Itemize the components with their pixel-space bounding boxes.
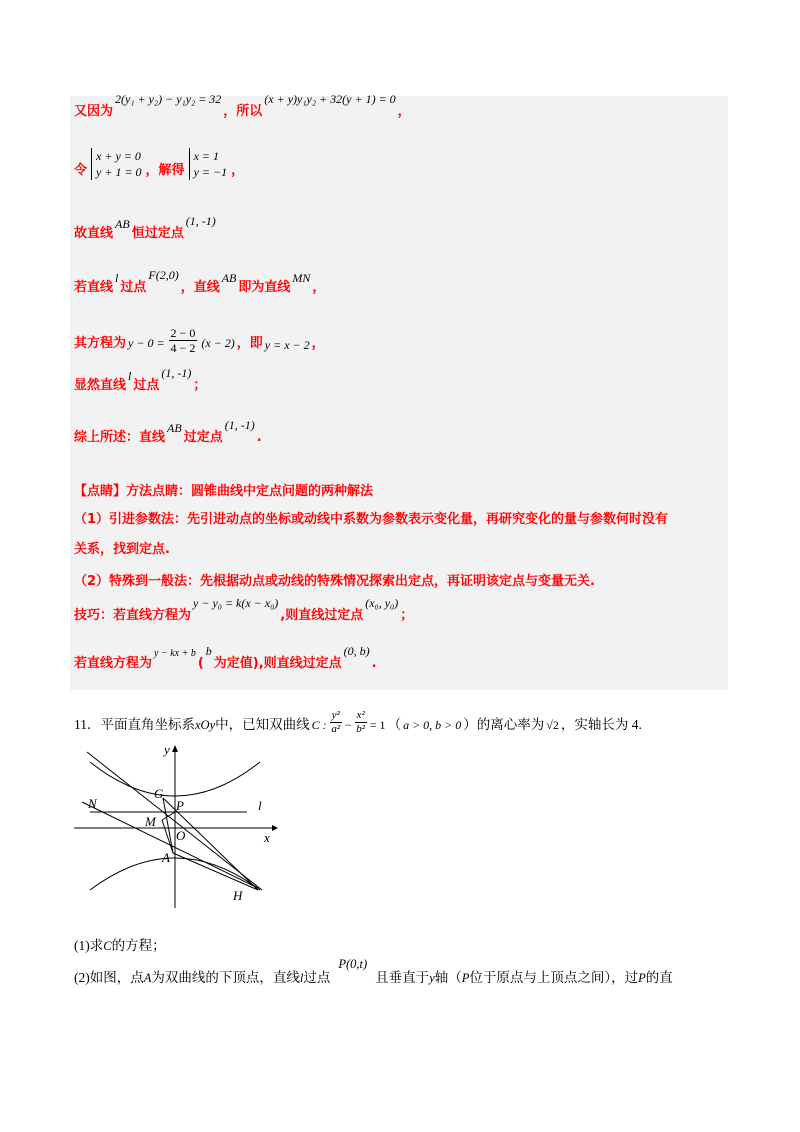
operator: = 1 [369,718,386,732]
math-expression: AB [115,217,130,231]
text: 平面直角坐标系 [100,717,195,732]
math-expression: y − 0 = [128,336,165,350]
math-expression: P(0,t) [338,957,368,971]
text: 其方程为 [74,336,127,351]
fraction [169,326,198,355]
math-expression: P [461,971,470,985]
text: (2)如图，点 [74,970,144,985]
text: 的方程； [111,938,166,953]
question-part-1 [74,934,166,954]
text: 的直 [645,970,673,985]
solution-shaded-block [70,96,728,690]
label-A: A [162,850,170,865]
text: 为双曲线的下顶点，直线 [151,970,300,985]
math-expression: F(2,0) [148,268,179,282]
math-expression: AB [167,421,182,435]
numerator: x² [356,709,365,721]
text: 过点 [133,378,160,393]
text: 位于原点与上顶点之间），过 [469,970,639,985]
equation: y = −1 [193,165,228,179]
math-expression: l [299,971,304,985]
text: ，即 [236,336,263,351]
equation-system [189,148,228,180]
numerator: y² [331,709,340,721]
math-expression: (x + y)y₁y₂ + 32(y + 1) = 0 [264,92,396,106]
line-AH [173,853,258,890]
text: ，实轴长为 4. [560,717,642,732]
text: ，所以 [223,104,263,119]
text: 恒过定点 [131,226,184,241]
label-y: y [164,742,170,757]
denominator: b² [356,723,366,735]
text: ）的离心率为 [463,717,545,732]
math-expression: C [103,939,112,953]
label-G: G [154,786,164,801]
text: ， [311,336,325,351]
method-1-text: （1）引进参数法：先引进动点的坐标或动线中系数为参数表示变化量，再研究变化的量与参数何时没有 [74,512,669,527]
label-M: M [145,814,156,829]
text: (1)求 [74,938,104,953]
text: 故直线 [74,226,114,241]
math-expression: A [143,971,152,985]
question-part-2 [74,957,673,986]
question-11-stem [74,706,642,733]
math-expression: √2 [546,718,559,732]
math-expression: y = x − 2 [264,338,310,352]
text: . [256,430,262,445]
method-tip-heading: 【点睛】方法点睛：圆锥曲线中定点问题的两种解法 [74,484,374,499]
fraction [355,709,367,736]
text: 为定值),则直线过定点 [213,656,342,671]
text: 令 [74,163,88,178]
math-expression: AB [221,271,237,285]
math-expression: (0, b) [343,644,370,658]
solution-line-12 [74,596,414,623]
math-expression: l [128,369,132,383]
text: ； [193,378,207,393]
math-expression: 2(y₁ + y₂) − y₁y₂ = 32 [115,92,222,106]
text: 过点 [303,970,331,985]
math-expression: a > 0, b > 0 [403,718,462,732]
math-expression: P [638,971,646,985]
text: 显然直线 [74,378,127,393]
math-expression: (1, -1) [161,366,192,380]
solution-line-6 [74,366,207,393]
text: ， [312,280,326,295]
solution-line-4 [74,268,326,295]
solution-line-1 [74,92,411,119]
math-expression: xOy [195,718,216,732]
denominator: 4 − 2 [170,341,196,355]
text: 轴（ [434,970,462,985]
text: ( [197,656,204,671]
method-1-text-cont: 关系，找到定点. [74,542,170,557]
equation: y + 1 = 0 [96,165,142,179]
solution-line-5 [74,322,325,355]
math-expression: (x − 2) [201,336,235,350]
text: 综上所述：直线 [74,430,166,445]
solution-line-2 [74,146,244,178]
math-expression: y − y₀ = k(x − x₀) [193,596,279,610]
equation-system [91,148,142,180]
denominator: a² [331,723,341,735]
math-expression: l [115,271,119,285]
text: ，解得 [145,163,185,178]
math-expression: (1, -1) [185,214,216,228]
label-x: x [264,830,270,845]
math-expression: y − kx + b [154,648,196,659]
text: 过点 [120,280,147,295]
operator: − [344,718,352,732]
label-P: P [176,798,184,813]
text: 又因为 [74,104,114,119]
equation: x = 1 [193,149,219,163]
fraction [330,709,342,736]
solution-line-7 [74,418,262,445]
math-expression: (x₀, y₀) [365,596,399,610]
label-O: O [176,828,186,843]
math-expression: b [205,644,212,658]
text: ； [400,608,414,623]
equation: x + y = 0 [96,149,141,163]
label-N: N [88,796,97,811]
numerator: 2 − 0 [170,326,196,340]
solution-line-3 [74,214,218,241]
label-l: l [258,798,262,813]
text: ,则直线过定点 [280,608,364,623]
text: 技巧：若直线方程为 [74,608,192,623]
question-number: 11． [74,717,101,732]
label-H: H [233,888,243,903]
text: 若直线方程为 [74,656,153,671]
y-axis-arrow [172,745,178,752]
text: 过定点 [183,430,223,445]
math-expression: (1, -1) [224,418,255,432]
text: 且垂直于 [375,970,430,985]
text: 若直线 [74,280,114,295]
text: 即为直线 [238,280,291,295]
text: ，直线 [180,280,220,295]
text: ， [231,163,245,178]
text: . [371,656,377,671]
text: 中，已知双曲线 [215,717,310,732]
method-2-text: （2）特殊到一般法：先根据动点或动线的特殊情况探索出定点，再证明该定点与变量无关. [74,574,595,589]
math-expression: y [429,971,435,985]
text: ， [397,104,411,119]
solution-line-13 [74,644,377,671]
hyperbola-diagram [72,740,282,910]
text: （ [387,717,402,732]
math-expression: C : [311,718,327,732]
math-expression: MN [292,271,311,285]
x-axis-arrow [272,825,278,831]
